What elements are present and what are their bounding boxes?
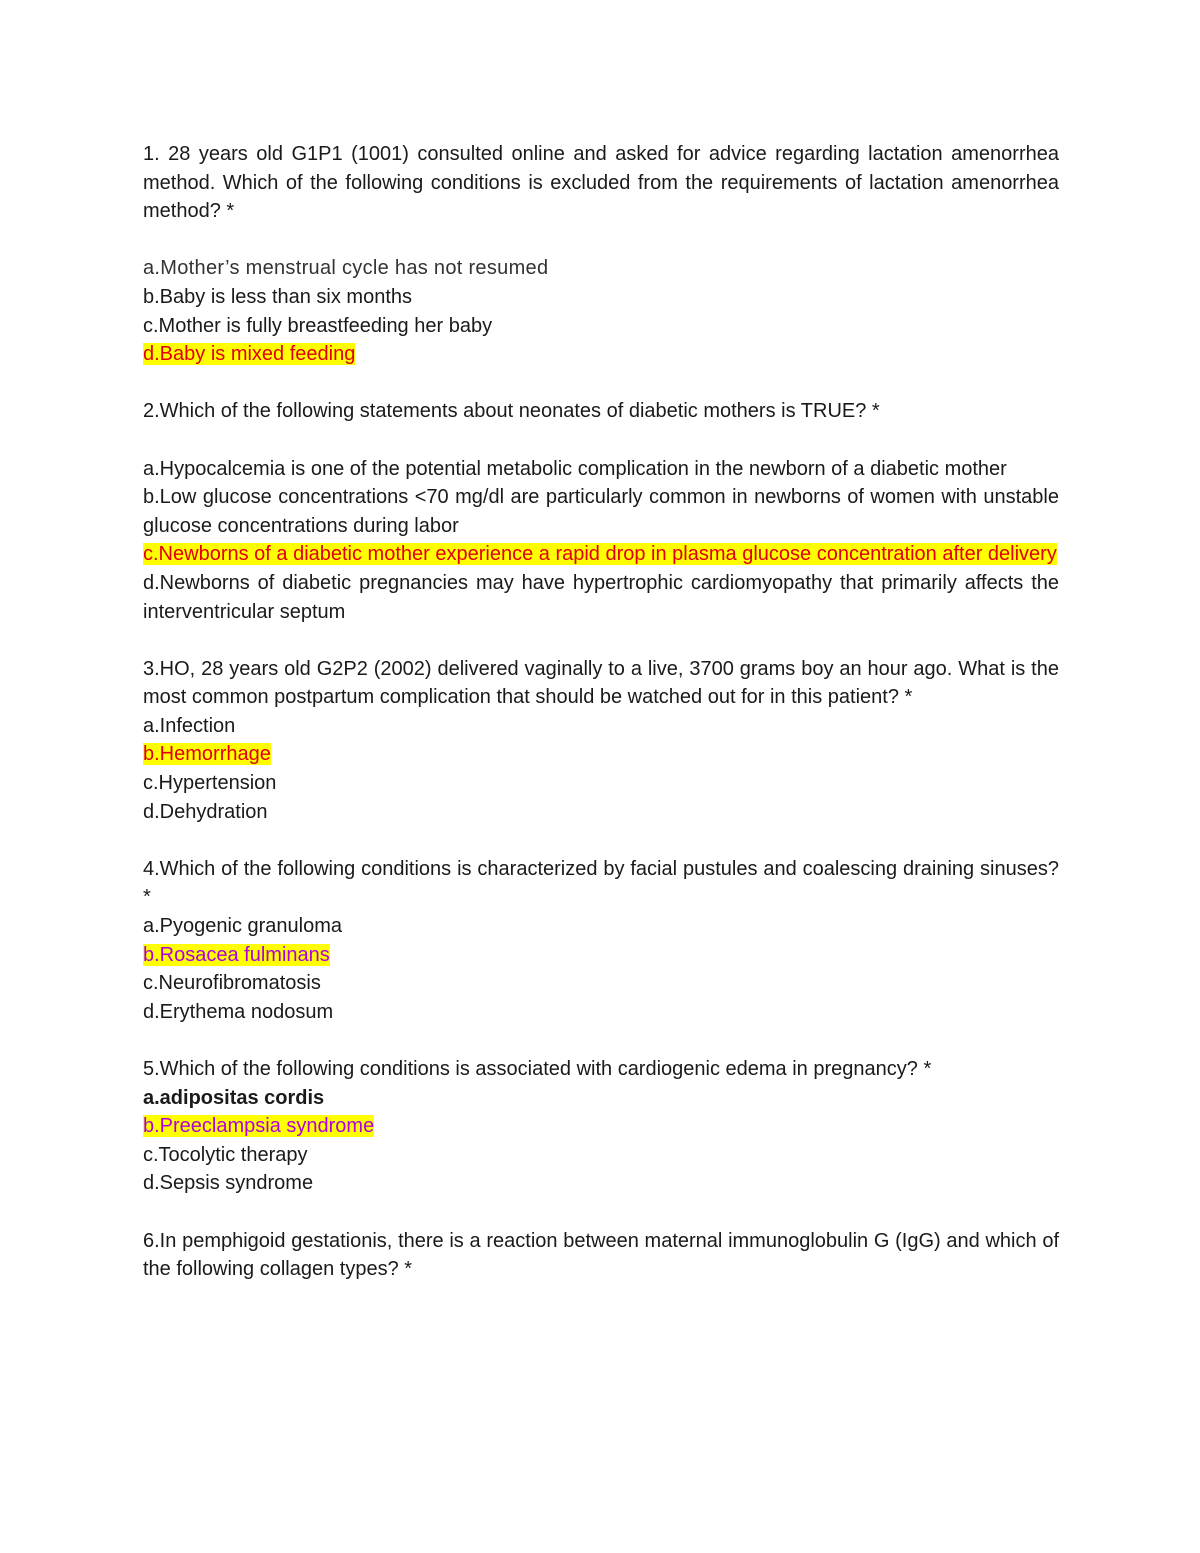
- answer-highlight: d.Baby is mixed feeding: [143, 343, 356, 366]
- question-2-option-c-answer: [143, 540, 1059, 569]
- question-3-option-a: a.Infection: [143, 714, 236, 737]
- question-1-option-a: a.Mother’s menstrual cycle has not resumed: [143, 257, 549, 280]
- question-3-option-d: d.Dehydration: [143, 800, 268, 823]
- question-5-option-b-answer: [143, 1112, 1059, 1141]
- question-6-text: 6.In pemphigoid gestationis, there is a reaction between maternal immunoglobulin G (IgG) and which of the following collagen types? *: [143, 1229, 1059, 1281]
- question-block-3: [143, 655, 1059, 827]
- question-block-5: [143, 1055, 1059, 1198]
- question-2-text: 2.Which of the following statements about neonates of diabetic mothers is TRUE? *: [143, 400, 880, 423]
- answer-highlight: b.Hemorrhage: [143, 743, 271, 766]
- question-5-option-d: d.Sepsis syndrome: [143, 1172, 314, 1195]
- question-3-option-b-answer: [143, 740, 1059, 769]
- question-4-text: 4.Which of the following conditions is characterized by facial pustules and coalescing draining sinuses? *: [143, 857, 1059, 909]
- question-block-2: [143, 397, 1059, 626]
- question-4-option-d: d.Erythema nodosum: [143, 1000, 334, 1023]
- question-3-text: 3.HO, 28 years old G2P2 (2002) delivered vaginally to a live, 3700 grams boy an hour ago. What is the most common postpartum complication that should be watched out for in this patient? *: [143, 657, 1059, 709]
- question-block-1: [143, 140, 1059, 369]
- question-block-4: [143, 855, 1059, 1027]
- question-4-option-a: a.Pyogenic granuloma: [143, 915, 343, 938]
- answer-highlight: b.Preeclampsia syndrome: [143, 1115, 375, 1138]
- answer-highlight: c.Newborns of a diabetic mother experience a rapid drop in plasma glucose concentration after delivery: [143, 543, 1057, 566]
- question-1-option-c: c.Mother is fully breastfeeding her baby: [143, 314, 493, 337]
- question-1-text: 1. 28 years old G1P1 (1001) consulted online and asked for advice regarding lactation amenorrhea method. Which of the following conditions is excluded from the requirements of lactation amenorrhea method? *: [143, 143, 1059, 223]
- answer-highlight: b.Rosacea fulminans: [143, 943, 330, 966]
- question-2-option-a: a.Hypocalcemia is one of the potential metabolic complication in the newborn of a diabetic mother: [143, 457, 1007, 480]
- question-1-option-b: b.Baby is less than six months: [143, 285, 413, 308]
- question-2-option-d: d.Newborns of diabetic pregnancies may have hypertrophic cardiomyopathy that primarily affects the interventricular septum: [143, 571, 1059, 623]
- question-5-option-a: a.adipositas cordis: [143, 1086, 325, 1109]
- question-5-text: 5.Which of the following conditions is associated with cardiogenic edema in pregnancy? *: [143, 1058, 932, 1080]
- question-4-option-b-answer: [143, 941, 1059, 970]
- document-page: [143, 140, 1059, 1284]
- question-1-option-d-answer: [143, 340, 1059, 369]
- question-5-option-c: c.Tocolytic therapy: [143, 1143, 308, 1166]
- question-3-option-c: c.Hypertension: [143, 772, 277, 795]
- question-2-option-b: b.Low glucose concentrations <70 mg/dl are particularly common in newborns of women with unstable glucose concentrations during labor: [143, 486, 1059, 537]
- question-4-option-c: c.Neurofibromatosis: [143, 972, 321, 995]
- question-block-6: [143, 1227, 1059, 1284]
